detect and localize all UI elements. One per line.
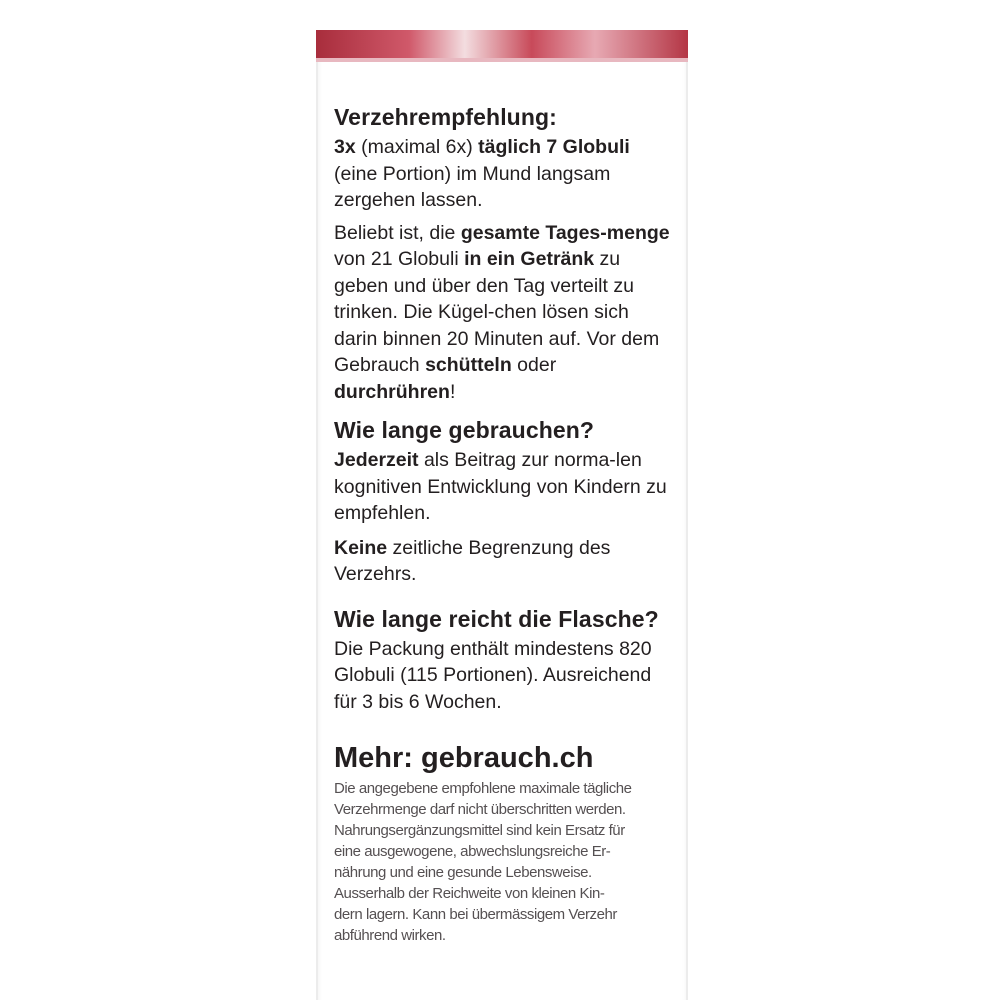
panel-edge-left [316, 62, 318, 1000]
box-lid-strip [316, 30, 688, 60]
disclaimer-line: nährung und eine gesunde Lebensweise. [334, 864, 592, 881]
drink-text-2: von 21 Globuli [334, 248, 465, 270]
dosage-max-text: (maximal 6x) [355, 136, 479, 158]
drink-text-4: oder [511, 354, 557, 376]
drink-bold-4: durchrühren [334, 380, 450, 403]
disclaimer-line: eine ausgewogene, abwechslungsreiche Er- [334, 843, 611, 860]
duration-bold-2: Keine [334, 536, 388, 559]
duration-text-2: zeitliche Begrenzung des Verzehrs. [334, 536, 611, 585]
disclaimer-line: Ausserhalb der Reichweite von kleinen Kin- [334, 885, 605, 902]
website-link[interactable]: Mehr: gebrauch.ch [334, 742, 594, 774]
dosage-instruction-text: (eine Portion) im Mund langsam zergehen lassen. [334, 162, 611, 211]
disclaimer [334, 778, 676, 946]
disclaimer-line: abführend wirken. [334, 927, 446, 944]
dosage-paragraph-2 [334, 220, 676, 406]
dosage-section [334, 100, 676, 405]
drink-text-1: Beliebt ist, die [334, 221, 461, 244]
drink-bold-3: schütteln [425, 354, 512, 376]
panel-edge-right [686, 62, 688, 1000]
duration-heading: Wie lange gebrauchen? [334, 417, 595, 443]
drink-text-5: ! [449, 380, 456, 403]
disclaimer-line: Verzehrmenge darf nicht überschritten werden. [334, 801, 626, 818]
bottle-section [334, 602, 676, 716]
duration-paragraph-2 [334, 535, 676, 588]
duration-text-1: als Beitrag zur norma-len kognitiven Entwicklung von Kindern zu empfehlen. [334, 449, 667, 524]
dosage-paragraph-1 [334, 134, 676, 214]
drink-bold-2: in ein Getränk [464, 248, 595, 270]
duration-paragraph-1 [334, 447, 676, 527]
dosage-heading: Verzehrempfehlung: [334, 104, 557, 130]
dosage-daily-amount: täglich 7 Globuli [478, 136, 630, 158]
duration-section [334, 413, 676, 588]
dosage-frequency: 3x [334, 136, 356, 158]
drink-bold-1: gesamte Tages-menge [460, 221, 670, 244]
disclaimer-line: Nahrungsergänzungsmittel sind kein Ersatz für [334, 822, 625, 839]
bottle-heading: Wie lange reicht die Flasche? [334, 605, 659, 632]
disclaimer-line: dern lagern. Kann bei übermässigem Verzehr [334, 906, 617, 923]
usage-instructions [334, 100, 676, 777]
disclaimer-line: Die angegebene empfohlene maximale tägliche [334, 780, 632, 797]
bottle-text: Die Packung enthält mindestens 820 Globuli (115 Portionen). Ausreichend für 3 bis 6 Wochen. [334, 637, 652, 713]
drink-text-3: zu geben und über den Tag verteilt zu trinken. Die Kügel-chen lösen sich darin binnen 20 Minuten auf. Vor dem Gebrauch [334, 248, 660, 376]
duration-bold-1: Jederzeit [334, 449, 419, 471]
